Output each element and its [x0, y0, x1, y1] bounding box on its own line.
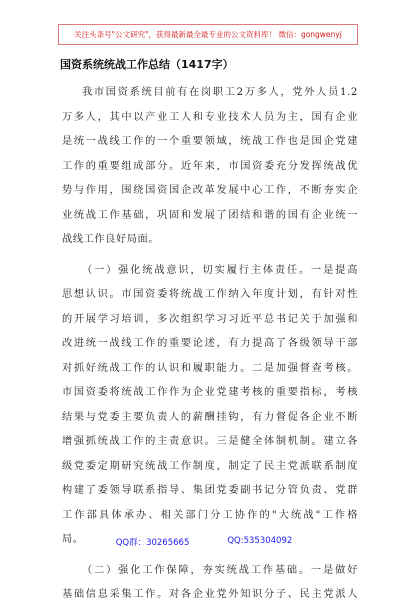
text-line: 思想认识。市国资委将统战工作纳入年度计划，有针对性 — [62, 289, 358, 300]
text-line: 工作的重要组成部分。近年来，市国资委充分发挥统战优 — [62, 160, 358, 172]
text-line: 改进统一战线工作的重要论述，有力提高了各级领导干部 — [62, 338, 358, 349]
text-line: 业统战工作基础，巩固和发展了团结和谐的国有企业统一 — [62, 209, 358, 221]
text-line: 构建了委领导联系指导、集团党委副书记分管负责、党群 — [62, 485, 358, 496]
text-line: 结果与党委主要负责人的薪酬挂钩，有力督促各企业不断 — [62, 411, 358, 423]
text-line: 工作部具体承办、相关部门分工协作的"大统战"工作格 — [62, 509, 358, 521]
text-line: 战线工作良好局面。 — [62, 234, 160, 245]
text-line: 局。 — [62, 534, 84, 545]
banner-text: 关注头条号"公文研究"，获得最新最全最专业的公文资料库！ 微信：gongwenyj — [74, 30, 342, 39]
document-title: 国资系统统战工作总结（1417字） — [60, 58, 234, 71]
footer-contacts — [0, 536, 408, 548]
header-banner — [58, 24, 358, 45]
text-line: 级党委定期研究统战工作制度，制定了民主党派联系制度 — [62, 460, 358, 472]
text-line: 市国资委将统战工作作为企业党建考核的重要指标，考核 — [62, 387, 358, 398]
text-line: 对抓好统战工作的认识和履职能力。二是加强督查考核。 — [62, 362, 358, 374]
footer-qq-group: QQ群：30265665 — [115, 538, 190, 548]
text-line: （一）强化统战意识，切实履行主体责任。一是提高 — [82, 264, 358, 276]
text-line: （二）强化工作保障，夯实统战工作基础。一是做好 — [82, 564, 358, 576]
text-line: 我市国资系统目前有在岗职工2万多人，党外人员1.2 — [82, 87, 358, 98]
text-line: 增强抓统战工作的主责意识。三是健全体制机制。建立各 — [62, 436, 358, 447]
footer-qq: QQ:535304092 — [227, 536, 293, 546]
document-body — [62, 81, 358, 608]
text-line: 是统一战线工作的一个重要领域，统战工作也是国企党建 — [62, 136, 358, 147]
text-line: 势与作用，围绕国资国企改革发展中心工作，不断夯实企 — [62, 185, 358, 196]
text-line: 万多人，其中以产业工人和专业技术人员为主，国有企业 — [62, 111, 358, 123]
text-line: 基础信息采集工作。对各企业党外知识分子、民主党派人 — [62, 589, 358, 600]
text-line: 的开展学习培训，多次组织学习习近平总书记关于加强和 — [62, 313, 358, 325]
